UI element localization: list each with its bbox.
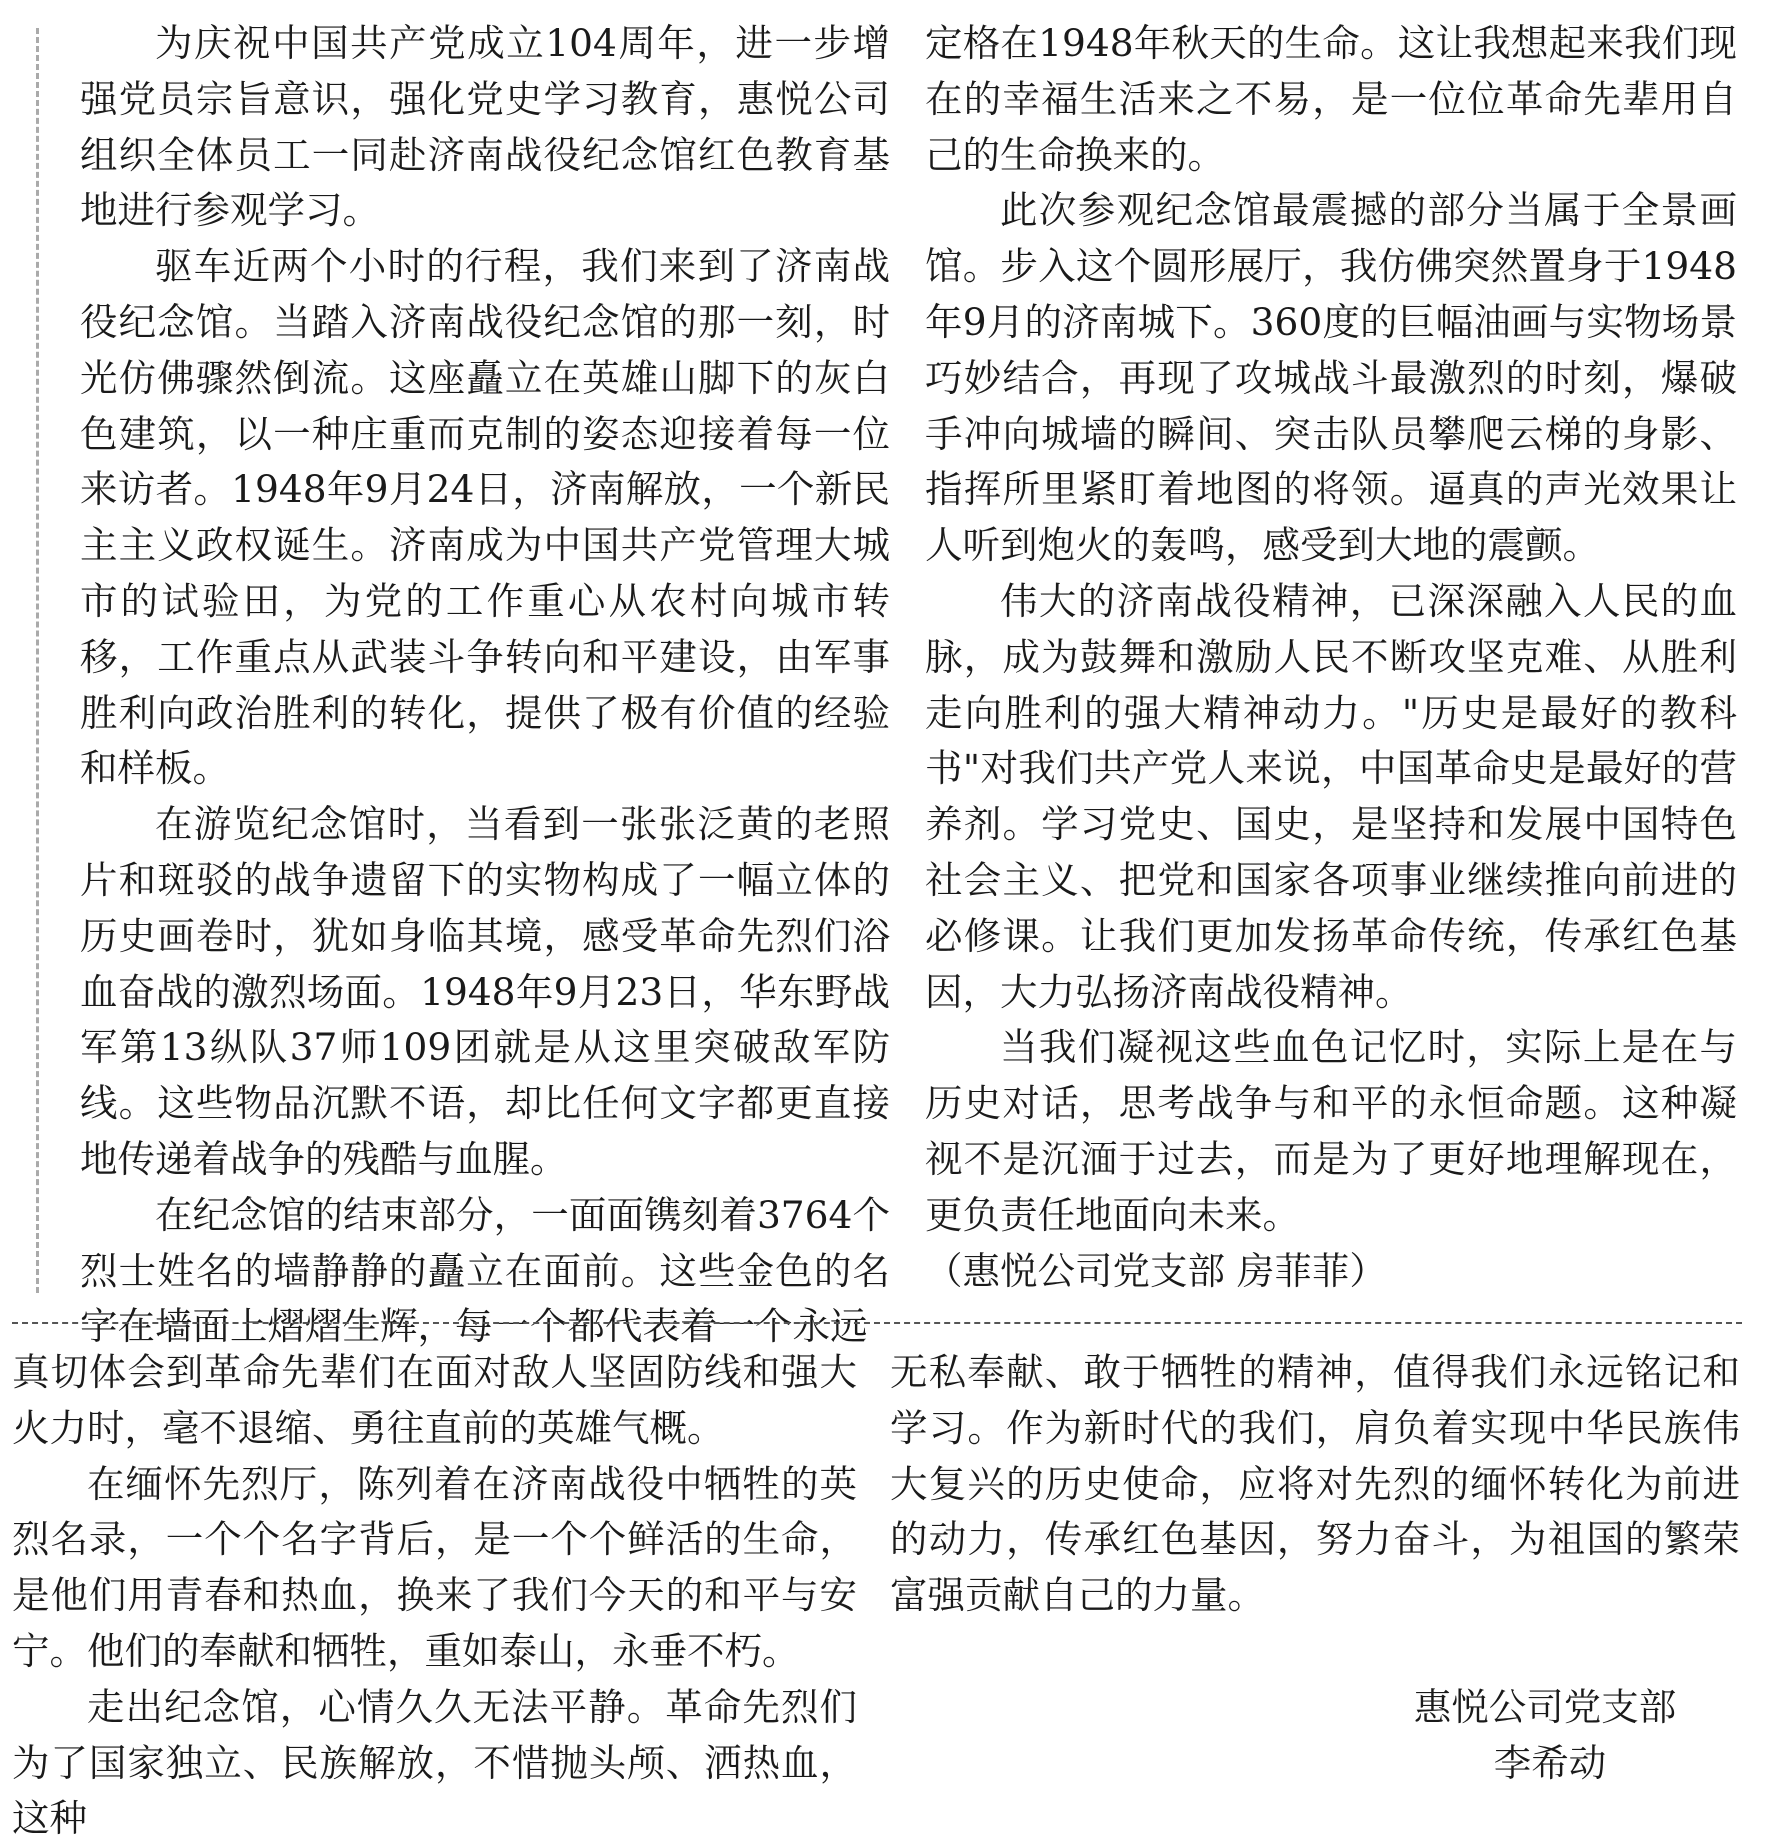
article-byline: （惠悦公司党支部 房菲菲）	[925, 1248, 1387, 1293]
column-divider-dashed	[36, 28, 39, 1293]
article-paragraph-continuation: 定格在1948年秋天的生命。这让我想起来我们现在的幸福生活来之不易，是一位位革命先辈用自己的生命换来的。	[925, 21, 1737, 177]
top-article-right-column	[925, 16, 1737, 1299]
article-paragraph-continuation: 真切体会到革命先辈们在面对敌人坚固防线和强大火力时，毫不退缩、勇往直前的英雄气概。	[12, 1350, 857, 1450]
article-paragraph: 在游览纪念馆时，当看到一张张泛黄的老照片和斑驳的战争遗留下的实物构成了一幅立体的历史画卷时，犹如身临其境，感受革命先烈们浴血奋战的激烈场面。1948年9月23日，华东野战军第13纵队37师109团就是从这里突破敌军防线。这些物品沉默不语，却比任何文字都更直接地传递着战争的残酷与血腥。	[80, 802, 890, 1181]
signature-author: 李希动	[1493, 1741, 1607, 1785]
article-paragraph: 走出纪念馆，心情久久无法平静。革命先烈们为了国家独立、民族解放，不惜抛头颅、洒热血，这种	[12, 1684, 857, 1841]
article-paragraph: 在纪念馆的结束部分，一面面镌刻着3764个烈士姓名的墙静静的矗立在面前。这些金色的名字在墙面上熠熠生辉，每一个都代表着一个永远	[80, 1192, 890, 1349]
bottom-article-left-column	[12, 1345, 857, 1847]
article-paragraph: 伟大的济南战役精神，已深深融入人民的血脉，成为鼓舞和激励人民不断攻坚克难、从胜利走向胜利的强大精神动力。"历史是最好的教科书"对我们共产党人来说，中国革命史是最好的营养剂。学习党史、国史，是坚持和发展中国特色社会主义、把党和国家各项事业继续推向前进的必修课。让我们更加发扬革命传统，传承红色基因，大力弘扬济南战役精神。	[925, 578, 1737, 1014]
article-paragraph: 驱车近两个小时的行程，我们来到了济南战役纪念馆。当踏入济南战役纪念馆的那一刻，时光仿佛骤然倒流。这座矗立在英雄山脚下的灰白色建筑，以一种庄重而克制的姿态迎接着每一位来访者。1948年9月24日，济南解放，一个新民主主义政权诞生。济南成为中国共产党管理大城市的试验田，为党的工作重心从农村向城市转移，工作重点从武装斗争转向和平建设，由军事胜利向政治胜利的转化，提供了极有价值的经验和样板。	[80, 244, 890, 791]
article-paragraph: 此次参观纪念馆最震撼的部分当属于全景画馆。步入这个圆形展厅，我仿佛突然置身于1948年9月的济南城下。360度的巨幅油画与实物场景巧妙结合，再现了攻城战斗最激烈的时刻，爆破手冲向城墙的瞬间、突击队员攀爬云梯的身影、指挥所里紧盯着地图的将领。逼真的声光效果让人听到炮火的轰鸣，感受到大地的震颤。	[925, 188, 1737, 568]
article-paragraph: 在缅怀先烈厅，陈列着在济南战役中牺牲的英烈名录，一个个名字背后，是一个个鲜活的生命，是他们用青春和热血，换来了我们今天的和平与安宁。他们的奉献和牺牲，重如泰山，永垂不朽。	[12, 1461, 857, 1673]
signature-organization: 惠悦公司党支部	[1413, 1685, 1677, 1729]
section-divider-dashed	[12, 1322, 1742, 1324]
article-paragraph-continuation: 无私奉献、敢于牺牲的精神，值得我们永远铭记和学习。作为新时代的我们，肩负着实现中华民族伟大复兴的历史使命，应将对先烈的缅怀转化为前进的动力，传承红色基因，努力奋斗，为祖国的繁荣富强贡献自己的力量。	[890, 1350, 1740, 1618]
article-paragraph: 当我们凝视这些血色记忆时，实际上是在与历史对话，思考战争与和平的永恒命题。这种凝视不是沉湎于过去，而是为了更好地理解现在，更负责任地面向未来。	[925, 1025, 1737, 1237]
bottom-article-right-column	[890, 1345, 1740, 1624]
top-article-left-column	[80, 16, 890, 1355]
article-paragraph: 为庆祝中国共产党成立104周年，进一步增强党员宗旨意识，强化党史学习教育，惠悦公司组织全体员工一同赴济南战役纪念馆红色教育基地进行参观学习。	[80, 21, 890, 233]
